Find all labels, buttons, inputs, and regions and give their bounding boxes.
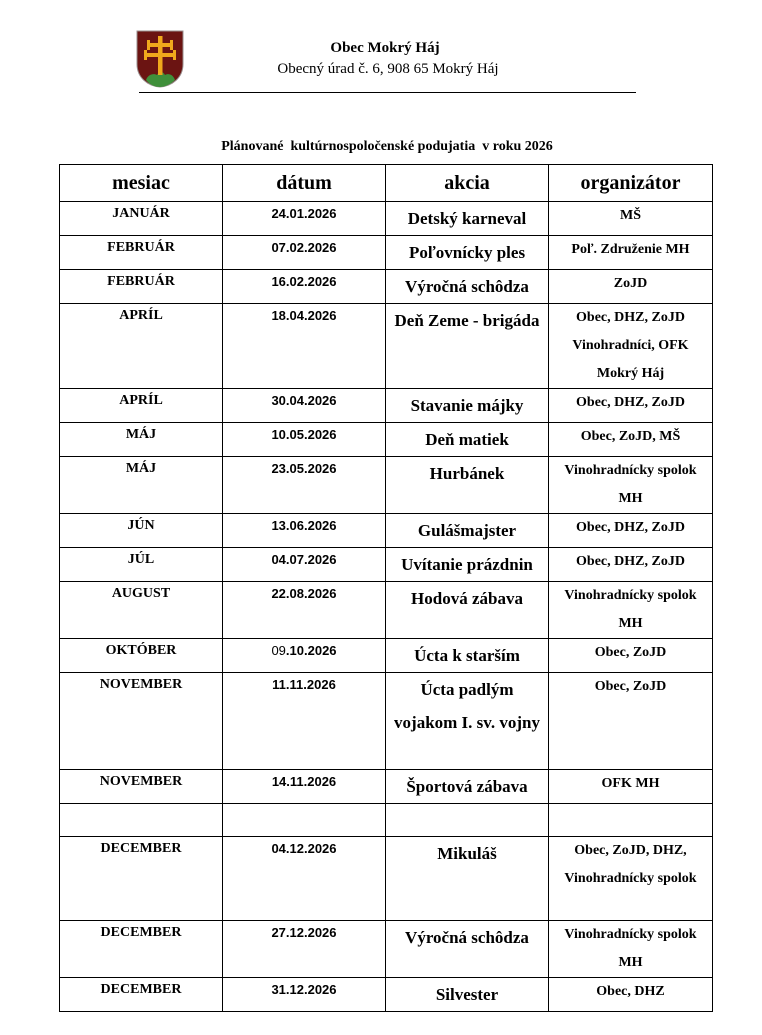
cell-month: JANUÁR	[60, 202, 223, 236]
date-value: .10.2026	[285, 643, 337, 658]
cell-date	[223, 202, 386, 236]
table-row	[60, 236, 713, 270]
cell-organizer: Vinohradnícky spolok MH	[549, 582, 713, 639]
cell-month: FEBRUÁR	[60, 236, 223, 270]
cell-organizer	[549, 804, 713, 837]
date-value: 10.05.2026	[271, 427, 337, 442]
cell-organizer: OFK MH	[549, 770, 713, 804]
date-value: 04.07.2026	[271, 552, 337, 567]
cell-date	[223, 457, 386, 514]
date-value: 11.11.2026	[272, 677, 336, 692]
cell-action: Úcta padlým vojakom I. sv. vojny	[386, 673, 549, 770]
table-row	[60, 548, 713, 582]
table-row	[60, 304, 713, 389]
cell-date	[223, 639, 386, 673]
column-header-date: dátum	[223, 165, 386, 202]
cell-action: Deň Zeme - brigáda	[386, 304, 549, 389]
cell-action: Gulášmajster	[386, 514, 549, 548]
cell-organizer: Obec, ZoJD, MŠ	[549, 423, 713, 457]
cell-action: Športová zábava	[386, 770, 549, 804]
date-value: 14.11.2026	[271, 774, 337, 789]
date-value: 24.01.2026	[271, 206, 337, 221]
cell-month: AUGUST	[60, 582, 223, 639]
cell-month: APRÍL	[60, 389, 223, 423]
date-value: 30.04.2026	[271, 393, 337, 408]
date-value: 16.02.2026	[271, 274, 337, 289]
table-row	[60, 423, 713, 457]
cell-organizer: Obec, ZoJD	[549, 639, 713, 673]
date-value: 07.02.2026	[271, 240, 337, 255]
date-day: 09	[271, 643, 286, 658]
cell-date	[223, 514, 386, 548]
cell-organizer: Obec, DHZ	[549, 978, 713, 1012]
cell-action: Uvítanie prázdnin	[386, 548, 549, 582]
cell-date	[223, 423, 386, 457]
table-row	[60, 582, 713, 639]
cell-month: JÚN	[60, 514, 223, 548]
cell-action: Úcta k starším	[386, 639, 549, 673]
table-row	[60, 457, 713, 514]
column-header-action: akcia	[386, 165, 549, 202]
date-value: 13.06.2026	[271, 518, 337, 533]
cell-organizer: Poľ. Združenie MH	[549, 236, 713, 270]
cell-organizer: Obec, DHZ, ZoJD	[549, 514, 713, 548]
table-row	[60, 202, 713, 236]
table-row	[60, 978, 713, 1012]
cell-month: DECEMBER	[60, 978, 223, 1012]
cell-month: OKTÓBER	[60, 639, 223, 673]
table-row	[60, 514, 713, 548]
cell-date	[223, 804, 386, 837]
table-row	[60, 270, 713, 304]
cell-date	[223, 236, 386, 270]
header-divider	[139, 92, 636, 93]
table-row	[60, 921, 713, 978]
cell-action: Výročná schôdza	[386, 270, 549, 304]
organization-address: Obecný úrad č. 6, 908 65 Mokrý Háj	[277, 61, 499, 77]
column-header-organizer: organizátor	[549, 165, 713, 202]
date-value: 27.12.2026	[271, 925, 337, 940]
cell-date	[223, 548, 386, 582]
cell-organizer: MŠ	[549, 202, 713, 236]
cell-month: NOVEMBER	[60, 770, 223, 804]
cell-date	[223, 978, 386, 1012]
table-header-row	[60, 165, 713, 202]
table-row	[60, 673, 713, 770]
cell-action: Výročná schôdza	[386, 921, 549, 978]
table-row	[60, 639, 713, 673]
cell-month: MÁJ	[60, 423, 223, 457]
cell-date	[223, 673, 386, 770]
cell-organizer: ZoJD	[549, 270, 713, 304]
table-row	[60, 389, 713, 423]
cell-date	[223, 582, 386, 639]
cell-action: Hurbánek	[386, 457, 549, 514]
cell-organizer: Obec, DHZ, ZoJD	[549, 389, 713, 423]
table-row	[60, 837, 713, 921]
date-value: 18.04.2026	[271, 308, 337, 323]
cell-month: JÚL	[60, 548, 223, 582]
table-row	[60, 804, 713, 837]
cell-action: Deň matiek	[386, 423, 549, 457]
events-table	[59, 164, 713, 1012]
cell-month: FEBRUÁR	[60, 270, 223, 304]
date-value: 04.12.2026	[271, 841, 337, 856]
document-title: Plánované kultúrnospoločenské podujatia v roku 2026	[221, 139, 553, 154]
cell-action: Stavanie májky	[386, 389, 549, 423]
table-row	[60, 770, 713, 804]
cell-date	[223, 770, 386, 804]
cell-month: MÁJ	[60, 457, 223, 514]
cell-month	[60, 804, 223, 837]
cell-action: Silvester	[386, 978, 549, 1012]
cell-action: Mikuláš	[386, 837, 549, 921]
organization-name: Obec Mokrý Háj	[330, 40, 440, 56]
cell-organizer: Obec, ZoJD	[549, 673, 713, 770]
cell-date	[223, 837, 386, 921]
cell-date	[223, 389, 386, 423]
date-value: 22.08.2026	[271, 586, 337, 601]
cell-organizer: Obec, DHZ, ZoJD	[549, 548, 713, 582]
cell-organizer: Obec, ZoJD, DHZ, Vinohradnícky spolok	[549, 837, 713, 921]
cell-action: Detský karneval	[386, 202, 549, 236]
cell-organizer: Obec, DHZ, ZoJD Vinohradníci, OFK Mokrý Háj	[549, 304, 713, 389]
cell-date	[223, 270, 386, 304]
cell-organizer: Vinohradnícky spolok MH	[549, 457, 713, 514]
cell-action: Hodová zábava	[386, 582, 549, 639]
cell-month: NOVEMBER	[60, 673, 223, 770]
cell-month: APRÍL	[60, 304, 223, 389]
cell-date	[223, 921, 386, 978]
date-value: 23.05.2026	[271, 461, 337, 476]
cell-date	[223, 304, 386, 389]
cell-action	[386, 804, 549, 837]
cell-month: DECEMBER	[60, 921, 223, 978]
date-value: 31.12.2026	[271, 982, 337, 997]
cell-month: DECEMBER	[60, 837, 223, 921]
cell-action: Poľovnícky ples	[386, 236, 549, 270]
cell-organizer: Vinohradnícky spolok MH	[549, 921, 713, 978]
column-header-month: mesiac	[60, 165, 223, 202]
